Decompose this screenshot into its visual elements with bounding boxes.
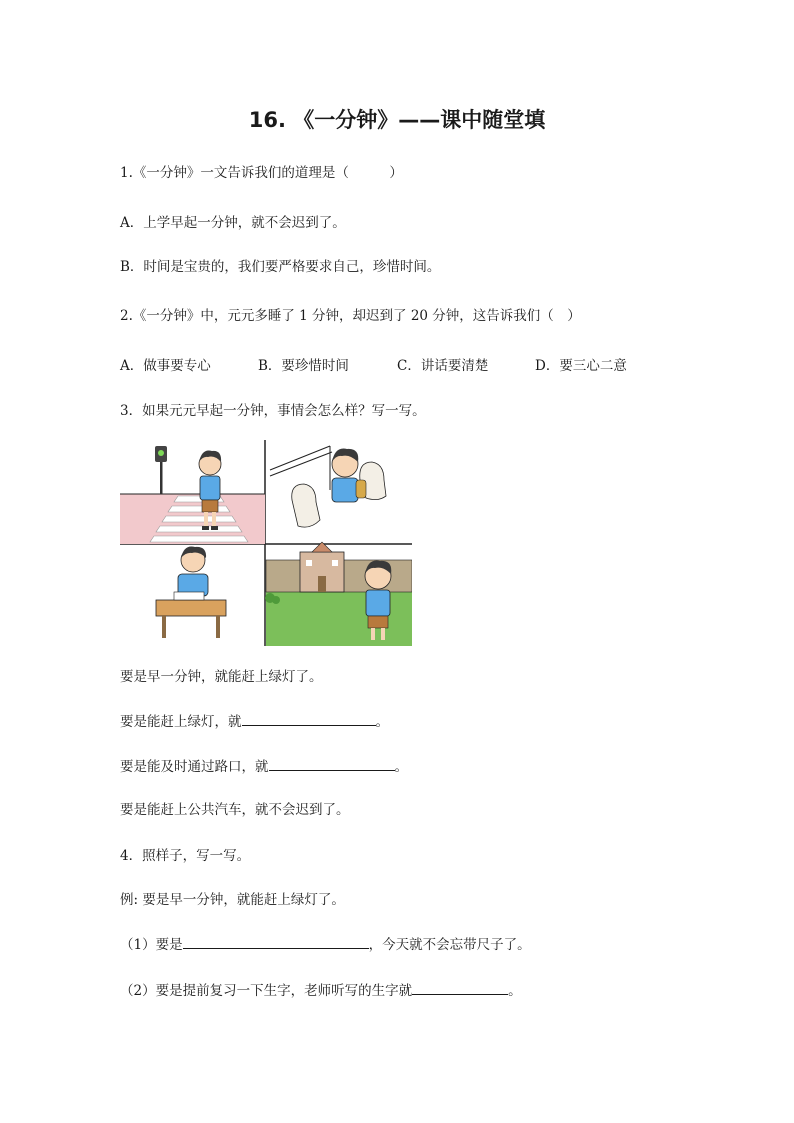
- question-1-option-b: B．时间是宝贵的，我们要严格要求自己，珍惜时间。: [120, 259, 441, 275]
- answer-blank[interactable]: [412, 981, 508, 995]
- question-4-stem: 4．照样子，写一写。: [120, 848, 251, 864]
- question-3-stem: 3．如果元元早起一分钟，事情会怎么样？写一写。: [120, 403, 426, 419]
- q3-line-4: 要是能赶上公共汽车，就不会迟到了。: [120, 802, 350, 818]
- q4-item-1-end: ，今天就不会忘带尺子了。: [368, 937, 531, 953]
- q3-line-3-end: 。: [394, 759, 408, 775]
- desk-scene: [156, 546, 226, 638]
- bus-scene: [270, 446, 386, 527]
- q3-line-3: [120, 757, 408, 776]
- question-1-option-a: A．上学早起一分钟，就不会迟到了。: [120, 215, 346, 231]
- page-title: 16. 《一分钟》——课中随堂填: [248, 108, 546, 132]
- q3-line-2-text: 要是能赶上绿灯，就: [120, 714, 242, 730]
- answer-blank[interactable]: [183, 935, 369, 949]
- crosswalk-scene: [120, 446, 265, 544]
- story-illustration: [120, 440, 412, 646]
- question-2-option-d: D．要三心二意: [535, 358, 627, 374]
- answer-blank[interactable]: [269, 757, 395, 771]
- question-4-item-1: [120, 935, 531, 954]
- question-2-option-b: B．要珍惜时间: [258, 358, 349, 374]
- question-2-option-a: A．做事要专心: [120, 358, 211, 374]
- q4-item-2-end: 。: [508, 983, 522, 999]
- q3-line-2-end: 。: [375, 714, 389, 730]
- question-2-option-c: C．讲话要清楚: [397, 358, 489, 374]
- school-scene: [265, 542, 412, 646]
- q4-item-1-text: （1）要是: [120, 937, 183, 953]
- question-1-stem: 1.《一分钟》一文告诉我们的道理是（ ）: [120, 165, 403, 181]
- question-4-example: 例: 要是早一分钟，就能赶上绿灯了。: [120, 892, 345, 908]
- q3-line-2: [120, 712, 389, 731]
- q3-line-1: 要是早一分钟，就能赶上绿灯了。: [120, 669, 323, 685]
- question-2-stem: 2.《一分钟》中，元元多睡了 1 分钟，却迟到了 20 分钟，这告诉我们（ ）: [120, 308, 581, 324]
- q4-item-2-text: （2）要是提前复习一下生字，老师听写的生字就: [120, 983, 413, 999]
- question-4-item-2: [120, 981, 522, 1000]
- answer-blank[interactable]: [242, 712, 376, 726]
- q3-line-3-text: 要是能及时通过路口，就: [120, 759, 269, 775]
